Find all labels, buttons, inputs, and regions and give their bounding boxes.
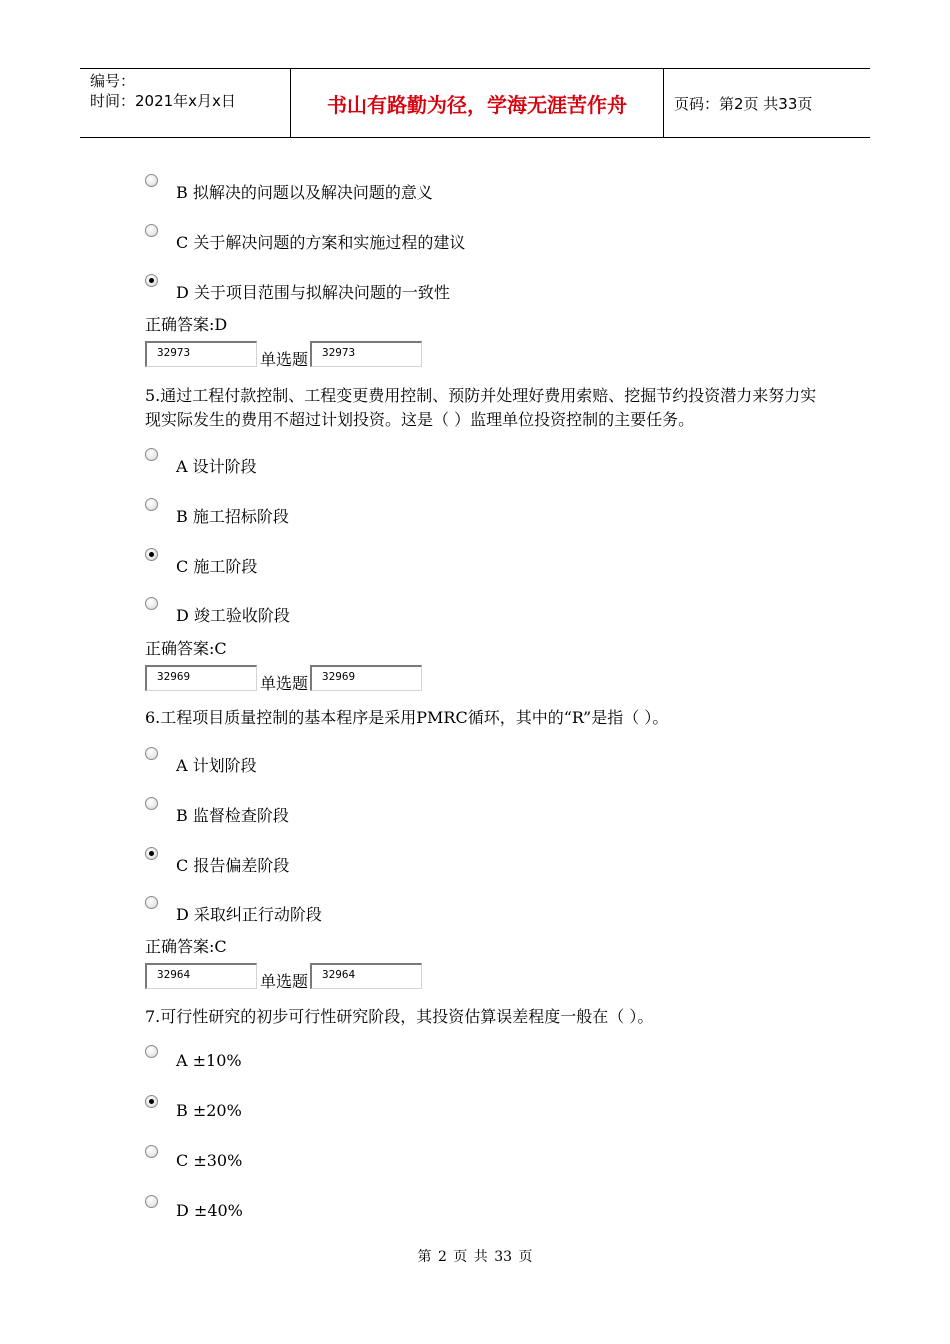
option-label: A 计划阶段: [176, 756, 257, 775]
question-id-field[interactable]: 32964: [145, 963, 257, 989]
radio-button-selected[interactable]: [145, 548, 158, 561]
question-id-field[interactable]: 32973: [145, 341, 257, 367]
radio-button[interactable]: [145, 797, 158, 810]
question-id-field[interactable]: 32969: [310, 665, 422, 691]
radio-button-selected[interactable]: [145, 1095, 158, 1108]
correct-answer: 正确答案:C: [145, 937, 227, 956]
option-label: C 报告偏差阶段: [176, 856, 290, 875]
correct-answer: 正确答案:C: [145, 639, 227, 658]
radio-button-selected[interactable]: [145, 847, 158, 860]
question-type-label: 单选题: [260, 972, 309, 991]
option-label: C 关于解决问题的方案和实施过程的建议: [176, 233, 466, 252]
question-id-field[interactable]: 32969: [145, 665, 257, 691]
radio-button[interactable]: [145, 448, 158, 461]
option-label: D 关于项目范围与拟解决问题的一致性: [176, 283, 450, 302]
question-id-field[interactable]: 32973: [310, 341, 422, 367]
option-label: D 竣工验收阶段: [176, 606, 290, 625]
header-motto: 书山有路勤为径，学海无涯苦作舟: [291, 69, 664, 137]
page-header: [80, 68, 870, 138]
header-page-label: 页码：第2页 共33页: [674, 94, 813, 113]
radio-button[interactable]: [145, 224, 158, 237]
radio-button[interactable]: [145, 1045, 158, 1058]
radio-button[interactable]: [145, 498, 158, 511]
correct-answer: 正确答案:D: [145, 315, 228, 334]
question-text: 7.可行性研究的初步可行性研究阶段，其投资估算误差程度一般在（ ）。: [145, 1007, 654, 1026]
option-label: A 设计阶段: [176, 457, 257, 476]
doc-number-label: 编号：: [90, 72, 136, 90]
option-label: D 采取纠正行动阶段: [176, 905, 322, 924]
option-label: B 拟解决的问题以及解决问题的意义: [176, 183, 433, 202]
question-type-label: 单选题: [260, 350, 309, 369]
option-label: B ±20%: [176, 1101, 242, 1120]
radio-button[interactable]: [145, 597, 158, 610]
option-label: A ±10%: [176, 1051, 242, 1070]
radio-button[interactable]: [145, 747, 158, 760]
radio-button[interactable]: [145, 1145, 158, 1158]
question-type-label: 单选题: [260, 674, 309, 693]
header-meta: [80, 69, 291, 137]
page-footer: 第 2 页 共 33 页: [417, 1249, 533, 1265]
doc-time-label: 时间：2021年x月x日: [90, 92, 236, 110]
option-label: B 监督检查阶段: [176, 806, 289, 825]
radio-button[interactable]: [145, 1195, 158, 1208]
radio-button[interactable]: [145, 174, 158, 187]
radio-button-selected[interactable]: [145, 274, 158, 287]
question-text: 6.工程项目质量控制的基本程序是采用PMRC循环，其中的“R”是指（ ）。: [145, 708, 669, 727]
option-label: C ±30%: [176, 1151, 243, 1170]
radio-button[interactable]: [145, 896, 158, 909]
option-label: C 施工阶段: [176, 557, 258, 576]
question-id-field[interactable]: 32964: [310, 963, 422, 989]
option-label: D ±40%: [176, 1201, 243, 1220]
question-text: 5.通过工程付款控制、工程变更费用控制、预防并处理好费用索赔、挖掘节约投资潜力来努力实现实际发生的费用不超过计划投资。这是（ ）监理单位投资控制的主要任务。: [145, 386, 817, 429]
option-label: B 施工招标阶段: [176, 507, 289, 526]
